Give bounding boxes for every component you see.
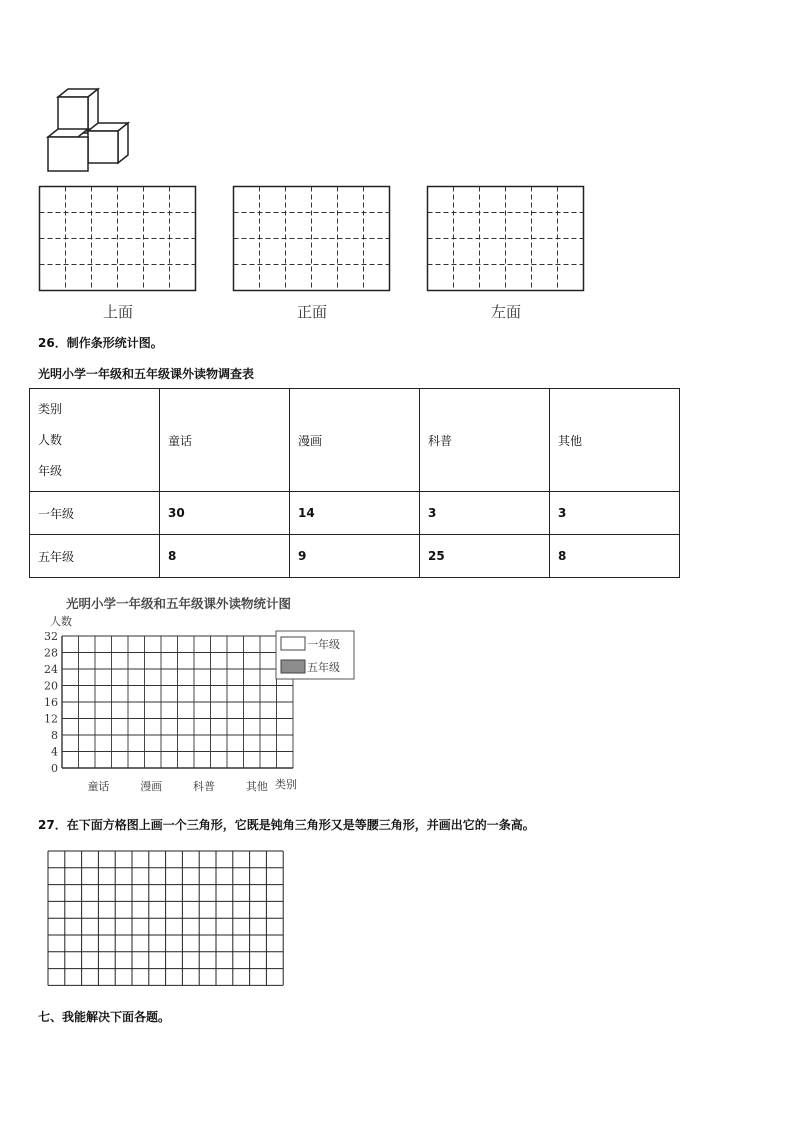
q27-text: 27．在下面方格图上画一个三角形，它既是钝角三角形又是等腰三角形，并画出它的一条高。 (38, 818, 535, 832)
x-tick-label: 科普 (193, 780, 216, 793)
chart-grid[interactable] (62, 636, 293, 768)
y-tick-label: 12 (44, 712, 58, 726)
y-tick-label: 4 (51, 745, 58, 759)
col-header-fairy-tales: 童话 (160, 389, 290, 492)
bar-chart[interactable] (30, 626, 360, 796)
y-tick-label: 16 (44, 696, 58, 709)
table-row (30, 535, 680, 578)
row-grade-label: 一年级 (30, 492, 160, 535)
table-cell: 8 (160, 535, 290, 578)
col-header-comics: 漫画 (290, 389, 420, 492)
table-cell: 3 (550, 492, 680, 535)
col-header-others: 其他 (550, 389, 680, 492)
chart-legend (276, 631, 354, 679)
x-tick-labels (87, 779, 267, 793)
q26-text: 26．制作条形统计图。 (38, 336, 163, 350)
chart-title: 光明小学一年级和五年级课外读物统计图 (66, 596, 292, 611)
x-axis-label: 类别 (275, 778, 297, 791)
y-tick-label: 32 (44, 630, 58, 643)
table-row (30, 492, 680, 535)
left-view-label: 左面 (490, 303, 521, 321)
y-tick-label: 20 (44, 679, 58, 693)
front-view-grid[interactable] (232, 185, 392, 293)
header-category: 类别 (38, 401, 63, 416)
front-view-label: 正面 (296, 303, 327, 321)
legend-label: 一年级 (307, 638, 340, 651)
header-count: 人数 (38, 432, 63, 447)
table-cell: 9 (290, 535, 420, 578)
table-cell: 14 (290, 492, 420, 535)
y-tick-label: 0 (51, 762, 58, 775)
y-tick-label: 8 (51, 729, 58, 742)
y-axis-label: 人数 (50, 615, 72, 628)
table-cell: 25 (420, 535, 550, 578)
legend-swatch (281, 637, 305, 650)
y-tick-label: 24 (44, 663, 58, 676)
x-tick-label: 其他 (245, 780, 268, 793)
y-tick-labels (44, 630, 58, 775)
top-view-grid[interactable] (38, 185, 198, 293)
square-grid[interactable] (47, 850, 289, 990)
table-cell: 30 (160, 492, 290, 535)
col-header-science: 科普 (420, 389, 550, 492)
row-grade-label: 五年级 (30, 535, 160, 578)
table-cell: 3 (420, 492, 550, 535)
table-header-diagonal-cell (30, 389, 160, 492)
legend-label: 五年级 (307, 661, 340, 674)
table-cell: 8 (550, 535, 680, 578)
cube-figure (40, 85, 140, 175)
header-grade: 年级 (38, 463, 63, 478)
section7-heading: 七、我能解决下面各题。 (38, 1010, 171, 1024)
y-tick-label: 28 (44, 646, 58, 660)
left-view-grid[interactable] (426, 185, 586, 293)
legend-swatch (281, 660, 305, 673)
survey-table-title: 光明小学一年级和五年级课外读物调查表 (38, 367, 255, 381)
survey-table (29, 388, 680, 578)
x-tick-label: 漫画 (140, 780, 163, 793)
x-tick-label: 童话 (87, 780, 110, 793)
top-view-label: 上面 (102, 303, 133, 321)
